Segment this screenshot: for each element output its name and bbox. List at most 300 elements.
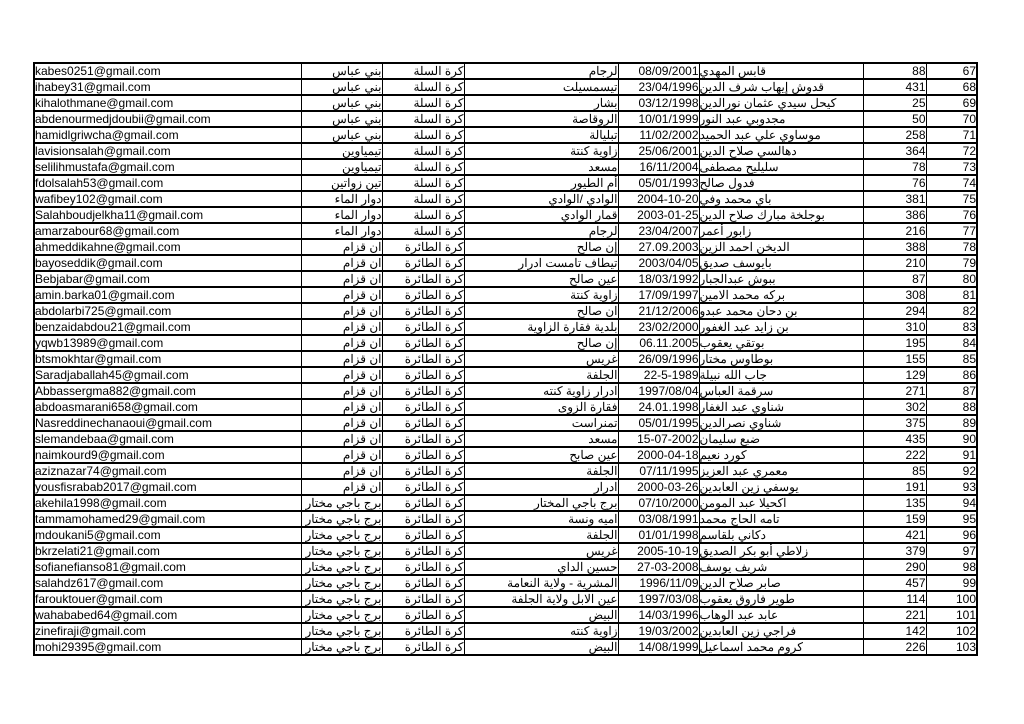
- cell-birthplace: المشرية - ولاية النعامة: [464, 575, 618, 591]
- cell-sport: كرة السلة: [382, 127, 464, 143]
- cell-club: ان قزام: [301, 479, 382, 495]
- cell-club: برج باجي مختار: [301, 543, 382, 559]
- cell-birthplace: مسعد: [464, 159, 618, 175]
- cell-birthplace: الجلفة: [464, 367, 618, 383]
- cell-club: بني عباس: [301, 63, 382, 79]
- table-row: [34, 479, 977, 495]
- table-row: [34, 543, 977, 559]
- cell-fullname: يوسفي زين العابدين: [699, 479, 863, 495]
- cell-email: Bebjabar@gmail.com: [34, 271, 301, 287]
- cell-birthdate: 16/11/2004: [618, 159, 699, 175]
- cell-sport: كرة الطائرة: [382, 431, 464, 447]
- cell-sport: كرة الطائرة: [382, 415, 464, 431]
- cell-sport: كرة الطائرة: [382, 399, 464, 415]
- cell-birthdate: 14/08/1999: [618, 639, 699, 655]
- cell-id-number: 191: [863, 479, 926, 495]
- cell-birthdate: 1997/03/08: [618, 591, 699, 607]
- cell-email: naimkourd9@gmail.com: [34, 447, 301, 463]
- cell-fullname: جاب الله نبيلة: [699, 367, 863, 383]
- cell-id-number: 310: [863, 319, 926, 335]
- cell-fullname: مجدوبي عبد النور: [699, 111, 863, 127]
- cell-birthplace: برج باجي المختار: [464, 495, 618, 511]
- cell-birthplace: زاوية كنتة: [464, 143, 618, 159]
- cell-email: yousfisrabab2017@gmail.com: [34, 479, 301, 495]
- cell-birthdate: 23/04/2007: [618, 223, 699, 239]
- cell-fullname: سرقمة العباس: [699, 383, 863, 399]
- cell-email: yqwb13989@gmail.com: [34, 335, 301, 351]
- cell-birthplace: عين صابح: [464, 447, 618, 463]
- cell-row-number: 74: [926, 175, 977, 191]
- cell-email: tammamohamed29@gmail.com: [34, 511, 301, 527]
- cell-fullname: سليليح مصطفى: [699, 159, 863, 175]
- cell-sport: كرة الطائرة: [382, 575, 464, 591]
- cell-email: slemandebaa@gmail.com: [34, 431, 301, 447]
- cell-fullname: الديخن احمد الزين: [699, 239, 863, 255]
- cell-id-number: 129: [863, 367, 926, 383]
- cell-row-number: 96: [926, 527, 977, 543]
- table-row: [34, 447, 977, 463]
- cell-email: amarzabour68@gmail.com: [34, 223, 301, 239]
- cell-club: ان قزام: [301, 383, 382, 399]
- cell-birthdate: 03/08/1991: [618, 511, 699, 527]
- cell-row-number: 94: [926, 495, 977, 511]
- cell-fullname: باي محمد وفي: [699, 191, 863, 207]
- cell-email: lavisionsalah@gmail.com: [34, 143, 301, 159]
- cell-id-number: 50: [863, 111, 926, 127]
- cell-birthplace: قمار الوادي: [464, 207, 618, 223]
- cell-fullname: بايوسف صديق: [699, 255, 863, 271]
- cell-row-number: 102: [926, 623, 977, 639]
- cell-row-number: 72: [926, 143, 977, 159]
- table-row: [34, 335, 977, 351]
- table-row: [34, 575, 977, 591]
- table-row: [34, 639, 977, 655]
- cell-email: ihabey31@gmail.com: [34, 79, 301, 95]
- cell-club: ان قزام: [301, 335, 382, 351]
- cell-club: تين زواتين: [301, 175, 382, 191]
- cell-birthplace: بلدية فقارة الزاوية: [464, 319, 618, 335]
- table-row: [34, 63, 977, 79]
- cell-club: ان قزام: [301, 399, 382, 415]
- table-row: [34, 463, 977, 479]
- cell-club: بني عباس: [301, 127, 382, 143]
- cell-birthplace: حسين الداي: [464, 559, 618, 575]
- cell-birthplace: عين الابل ولاية الجلفة: [464, 591, 618, 607]
- registrations-table: [33, 62, 978, 656]
- cell-sport: كرة الطائرة: [382, 543, 464, 559]
- cell-id-number: 381: [863, 191, 926, 207]
- cell-club: دوار الماء: [301, 207, 382, 223]
- cell-fullname: بن دحان محمد عبدو: [699, 303, 863, 319]
- cell-club: برج باجي مختار: [301, 575, 382, 591]
- cell-birthplace: مسعد: [464, 431, 618, 447]
- cell-fullname: كيحل سيدي عثمان نورالدين: [699, 95, 863, 111]
- cell-birthdate: 05/01/1995: [618, 415, 699, 431]
- cell-sport: كرة الطائرة: [382, 383, 464, 399]
- cell-fullname: عابد عبد الوهاب: [699, 607, 863, 623]
- table-row: [34, 495, 977, 511]
- cell-birthdate: 14/03/1996: [618, 607, 699, 623]
- cell-id-number: 195: [863, 335, 926, 351]
- cell-club: ان قزام: [301, 447, 382, 463]
- cell-row-number: 78: [926, 239, 977, 255]
- cell-birthdate: 07/11/1995: [618, 463, 699, 479]
- table-row: [34, 207, 977, 223]
- cell-club: دوار الماء: [301, 191, 382, 207]
- cell-fullname: زابور أعمر: [699, 223, 863, 239]
- cell-fullname: فراجي زين العابدين: [699, 623, 863, 639]
- cell-id-number: 221: [863, 607, 926, 623]
- cell-fullname: شناوي نصرالدين: [699, 415, 863, 431]
- cell-fullname: كورد نعيم: [699, 447, 863, 463]
- cell-birthplace: إن صالح: [464, 335, 618, 351]
- cell-id-number: 114: [863, 591, 926, 607]
- cell-row-number: 82: [926, 303, 977, 319]
- cell-birthdate: 10/01/1999: [618, 111, 699, 127]
- cell-row-number: 92: [926, 463, 977, 479]
- cell-birthdate: 24.01.1998: [618, 399, 699, 415]
- cell-id-number: 85: [863, 463, 926, 479]
- cell-sport: كرة السلة: [382, 79, 464, 95]
- cell-sport: كرة الطائرة: [382, 591, 464, 607]
- cell-fullname: اكحيلا عبد المومن: [699, 495, 863, 511]
- cell-birthdate: 26/09/1996: [618, 351, 699, 367]
- cell-row-number: 97: [926, 543, 977, 559]
- table-row: [34, 143, 977, 159]
- cell-email: sofianefianso81@gmail.com: [34, 559, 301, 575]
- cell-club: بني عباس: [301, 79, 382, 95]
- table-row: [34, 623, 977, 639]
- cell-birthplace: بشار: [464, 95, 618, 111]
- cell-birthplace: فقارة الزوى: [464, 399, 618, 415]
- table-row: [34, 559, 977, 575]
- cell-row-number: 80: [926, 271, 977, 287]
- cell-id-number: 25: [863, 95, 926, 111]
- cell-fullname: ضبع سليمان: [699, 431, 863, 447]
- cell-row-number: 95: [926, 511, 977, 527]
- cell-club: دوار الماء: [301, 223, 382, 239]
- cell-id-number: 142: [863, 623, 926, 639]
- cell-row-number: 100: [926, 591, 977, 607]
- cell-birthdate: 2004-10-20: [618, 191, 699, 207]
- cell-birthdate: 23/02/2000: [618, 319, 699, 335]
- cell-sport: كرة الطائرة: [382, 319, 464, 335]
- cell-club: ان قزام: [301, 239, 382, 255]
- cell-id-number: 155: [863, 351, 926, 367]
- table-row: [34, 527, 977, 543]
- cell-row-number: 103: [926, 639, 977, 655]
- cell-club: ان قزام: [301, 271, 382, 287]
- cell-id-number: 222: [863, 447, 926, 463]
- cell-id-number: 379: [863, 543, 926, 559]
- cell-club: ان قزام: [301, 255, 382, 271]
- cell-fullname: بوطاوس مختار: [699, 351, 863, 367]
- cell-sport: كرة السلة: [382, 223, 464, 239]
- cell-birthdate: 11/02/2002: [618, 127, 699, 143]
- cell-sport: كرة الطائرة: [382, 559, 464, 575]
- cell-birthplace: الجلفة: [464, 527, 618, 543]
- cell-birthdate: 01/01/1998: [618, 527, 699, 543]
- cell-email: kabes0251@gmail.com: [34, 63, 301, 79]
- cell-email: fdolsalah53@gmail.com: [34, 175, 301, 191]
- cell-club: برج باجي مختار: [301, 511, 382, 527]
- cell-row-number: 83: [926, 319, 977, 335]
- cell-sport: كرة الطائرة: [382, 623, 464, 639]
- cell-row-number: 70: [926, 111, 977, 127]
- table-row: [34, 271, 977, 287]
- cell-birthplace: ادرار زاوية كنته: [464, 383, 618, 399]
- cell-email: zinefiraji@gmail.com: [34, 623, 301, 639]
- cell-sport: كرة السلة: [382, 143, 464, 159]
- cell-id-number: 271: [863, 383, 926, 399]
- cell-birthplace: لرجام: [464, 63, 618, 79]
- cell-fullname: قابس المهدي: [699, 63, 863, 79]
- cell-id-number: 88: [863, 63, 926, 79]
- table-row: [34, 239, 977, 255]
- cell-id-number: 431: [863, 79, 926, 95]
- cell-id-number: 76: [863, 175, 926, 191]
- table-row: [34, 367, 977, 383]
- cell-row-number: 68: [926, 79, 977, 95]
- cell-email: aziznazar74@gmail.com: [34, 463, 301, 479]
- cell-sport: كرة السلة: [382, 191, 464, 207]
- cell-email: Saradjaballah45@gmail.com: [34, 367, 301, 383]
- cell-fullname: شريف يوسف: [699, 559, 863, 575]
- cell-club: بني عباس: [301, 95, 382, 111]
- cell-row-number: 84: [926, 335, 977, 351]
- table-row: [34, 79, 977, 95]
- cell-birthdate: 2005-10-19: [618, 543, 699, 559]
- cell-sport: كرة الطائرة: [382, 607, 464, 623]
- cell-club: تيمياوين: [301, 159, 382, 175]
- cell-club: ان قزام: [301, 463, 382, 479]
- cell-birthplace: تمنراست: [464, 415, 618, 431]
- table-row: [34, 111, 977, 127]
- table-row: [34, 607, 977, 623]
- table-row: [34, 175, 977, 191]
- cell-sport: كرة الطائرة: [382, 495, 464, 511]
- cell-id-number: 388: [863, 239, 926, 255]
- cell-email: abdenourmedjdoubii@gmail.com: [34, 111, 301, 127]
- cell-birthdate: 25/06/2001: [618, 143, 699, 159]
- cell-row-number: 90: [926, 431, 977, 447]
- cell-email: Salahboudjelkha11@gmail.com: [34, 207, 301, 223]
- cell-birthdate: 17/09/1997: [618, 287, 699, 303]
- cell-birthdate: 1997/08/04: [618, 383, 699, 399]
- cell-birthdate: 23/04/1996: [618, 79, 699, 95]
- cell-club: ان قزام: [301, 431, 382, 447]
- table-row: [34, 159, 977, 175]
- cell-sport: كرة الطائرة: [382, 271, 464, 287]
- cell-email: ahmeddikahne@gmail.com: [34, 239, 301, 255]
- cell-id-number: 135: [863, 495, 926, 511]
- cell-id-number: 87: [863, 271, 926, 287]
- cell-row-number: 73: [926, 159, 977, 175]
- cell-row-number: 87: [926, 383, 977, 399]
- cell-id-number: 226: [863, 639, 926, 655]
- cell-sport: كرة الطائرة: [382, 239, 464, 255]
- cell-row-number: 77: [926, 223, 977, 239]
- cell-sport: كرة الطائرة: [382, 255, 464, 271]
- cell-email: amin.barka01@gmail.com: [34, 287, 301, 303]
- cell-fullname: طوير فاروق يعقوب: [699, 591, 863, 607]
- table-row: [34, 127, 977, 143]
- cell-birthplace: إن صالح: [464, 239, 618, 255]
- cell-email: kihalothmane@gmail.com: [34, 95, 301, 111]
- cell-email: wafibey102@gmail.com: [34, 191, 301, 207]
- cell-sport: كرة السلة: [382, 207, 464, 223]
- cell-birthplace: البيض: [464, 639, 618, 655]
- cell-birthplace: أم الطيور: [464, 175, 618, 191]
- cell-birthplace: ان صالح: [464, 303, 618, 319]
- cell-email: Nasreddinechanaoui@gmail.com: [34, 415, 301, 431]
- cell-email: bkrzelati21@gmail.com: [34, 543, 301, 559]
- cell-sport: كرة الطائرة: [382, 511, 464, 527]
- cell-fullname: بن زايد عبد الغفور: [699, 319, 863, 335]
- cell-email: btsmokhtar@gmail.com: [34, 351, 301, 367]
- cell-club: ان قزام: [301, 367, 382, 383]
- cell-club: برج باجي مختار: [301, 527, 382, 543]
- cell-sport: كرة الطائرة: [382, 463, 464, 479]
- table-body: [34, 63, 977, 655]
- table-row: [34, 191, 977, 207]
- cell-fullname: دكاني بلقاسم: [699, 527, 863, 543]
- cell-row-number: 88: [926, 399, 977, 415]
- cell-fullname: شناوي عبد الغفار: [699, 399, 863, 415]
- cell-id-number: 302: [863, 399, 926, 415]
- cell-birthplace: الوادي /الوادي: [464, 191, 618, 207]
- cell-email: hamidlgriwcha@gmail.com: [34, 127, 301, 143]
- cell-email: wahababed64@gmail.com: [34, 607, 301, 623]
- cell-email: akehila1998@gmail.com: [34, 495, 301, 511]
- cell-fullname: بوجلخة مبارك صلاح الدين: [699, 207, 863, 223]
- cell-email: salahdz617@gmail.com: [34, 575, 301, 591]
- cell-fullname: معمري عبد العزيز: [699, 463, 863, 479]
- cell-birthdate: 2003/04/05: [618, 255, 699, 271]
- cell-sport: كرة الطائرة: [382, 639, 464, 655]
- cell-sport: كرة الطائرة: [382, 527, 464, 543]
- cell-fullname: بوتقي يعقوب: [699, 335, 863, 351]
- cell-row-number: 69: [926, 95, 977, 111]
- cell-birthplace: زاوية كنتة: [464, 287, 618, 303]
- cell-fullname: موساوي علي عبد الحميد: [699, 127, 863, 143]
- cell-birthplace: الجلفة: [464, 463, 618, 479]
- cell-sport: كرة السلة: [382, 111, 464, 127]
- cell-row-number: 67: [926, 63, 977, 79]
- table-row: [34, 95, 977, 111]
- cell-birthdate: 27.09.2003: [618, 239, 699, 255]
- cell-row-number: 75: [926, 191, 977, 207]
- cell-sport: كرة الطائرة: [382, 351, 464, 367]
- cell-birthplace: الروقاصة: [464, 111, 618, 127]
- cell-birthdate: 2000-03-26: [618, 479, 699, 495]
- cell-birthdate: 06.11.2005: [618, 335, 699, 351]
- cell-birthdate: 22-5-1989: [618, 367, 699, 383]
- table-row: [34, 415, 977, 431]
- table-row: [34, 319, 977, 335]
- cell-fullname: بركه محمد الامين: [699, 287, 863, 303]
- cell-row-number: 98: [926, 559, 977, 575]
- cell-email: mohi29395@gmail.com: [34, 639, 301, 655]
- cell-email: bayoseddik@gmail.com: [34, 255, 301, 271]
- cell-birthplace: لرجام: [464, 223, 618, 239]
- cell-fullname: ببوش عبدالجبار: [699, 271, 863, 287]
- cell-id-number: 210: [863, 255, 926, 271]
- cell-fullname: زلاطي أبو بكر الصديق: [699, 543, 863, 559]
- cell-birthplace: تبليالة: [464, 127, 618, 143]
- cell-id-number: 421: [863, 527, 926, 543]
- cell-row-number: 76: [926, 207, 977, 223]
- cell-email: farouktouer@gmail.com: [34, 591, 301, 607]
- cell-id-number: 457: [863, 575, 926, 591]
- cell-birthdate: 08/09/2001: [618, 63, 699, 79]
- cell-sport: كرة الطائرة: [382, 447, 464, 463]
- cell-row-number: 101: [926, 607, 977, 623]
- cell-id-number: 78: [863, 159, 926, 175]
- cell-email: benzaidabdou21@gmail.com: [34, 319, 301, 335]
- cell-sport: كرة السلة: [382, 175, 464, 191]
- cell-fullname: دهالسي صلاح الدين: [699, 143, 863, 159]
- cell-sport: كرة السلة: [382, 63, 464, 79]
- table-row: [34, 511, 977, 527]
- cell-club: برج باجي مختار: [301, 623, 382, 639]
- cell-birthdate: 05/01/1993: [618, 175, 699, 191]
- table-row: [34, 383, 977, 399]
- table-row: [34, 591, 977, 607]
- cell-birthdate: 1996/11/09: [618, 575, 699, 591]
- cell-id-number: 159: [863, 511, 926, 527]
- cell-id-number: 375: [863, 415, 926, 431]
- table-row: [34, 287, 977, 303]
- cell-row-number: 71: [926, 127, 977, 143]
- cell-club: ان قزام: [301, 415, 382, 431]
- cell-email: mdoukani5@gmail.com: [34, 527, 301, 543]
- cell-club: ان قزام: [301, 351, 382, 367]
- cell-row-number: 85: [926, 351, 977, 367]
- cell-sport: كرة الطائرة: [382, 479, 464, 495]
- cell-birthplace: تيطاف تامست ادرار: [464, 255, 618, 271]
- cell-birthdate: 27-03-2008: [618, 559, 699, 575]
- cell-id-number: 294: [863, 303, 926, 319]
- cell-id-number: 308: [863, 287, 926, 303]
- cell-birthdate: 2000-04-18: [618, 447, 699, 463]
- cell-birthplace: ادرار: [464, 479, 618, 495]
- cell-id-number: 290: [863, 559, 926, 575]
- cell-email: abdoasmarani658@gmail.com: [34, 399, 301, 415]
- cell-birthplace: تيسمسيلت: [464, 79, 618, 95]
- cell-club: بني عباس: [301, 111, 382, 127]
- cell-sport: كرة الطائرة: [382, 303, 464, 319]
- cell-fullname: قدوش إيهاب شرف الدين: [699, 79, 863, 95]
- cell-email: abdolarbi725@gmail.com: [34, 303, 301, 319]
- cell-fullname: صابر صلاح الدين: [699, 575, 863, 591]
- table-row: [34, 431, 977, 447]
- cell-birthdate: 21/12/2006: [618, 303, 699, 319]
- cell-row-number: 93: [926, 479, 977, 495]
- table-row: [34, 223, 977, 239]
- cell-id-number: 364: [863, 143, 926, 159]
- cell-row-number: 79: [926, 255, 977, 271]
- cell-birthdate: 18/03/1992: [618, 271, 699, 287]
- cell-birthplace: زاوية كنته: [464, 623, 618, 639]
- cell-club: ان قزام: [301, 287, 382, 303]
- cell-sport: كرة السلة: [382, 159, 464, 175]
- cell-id-number: 216: [863, 223, 926, 239]
- cell-club: ان قزام: [301, 303, 382, 319]
- cell-birthdate: 07/10/2000: [618, 495, 699, 511]
- table-row: [34, 303, 977, 319]
- cell-club: برج باجي مختار: [301, 591, 382, 607]
